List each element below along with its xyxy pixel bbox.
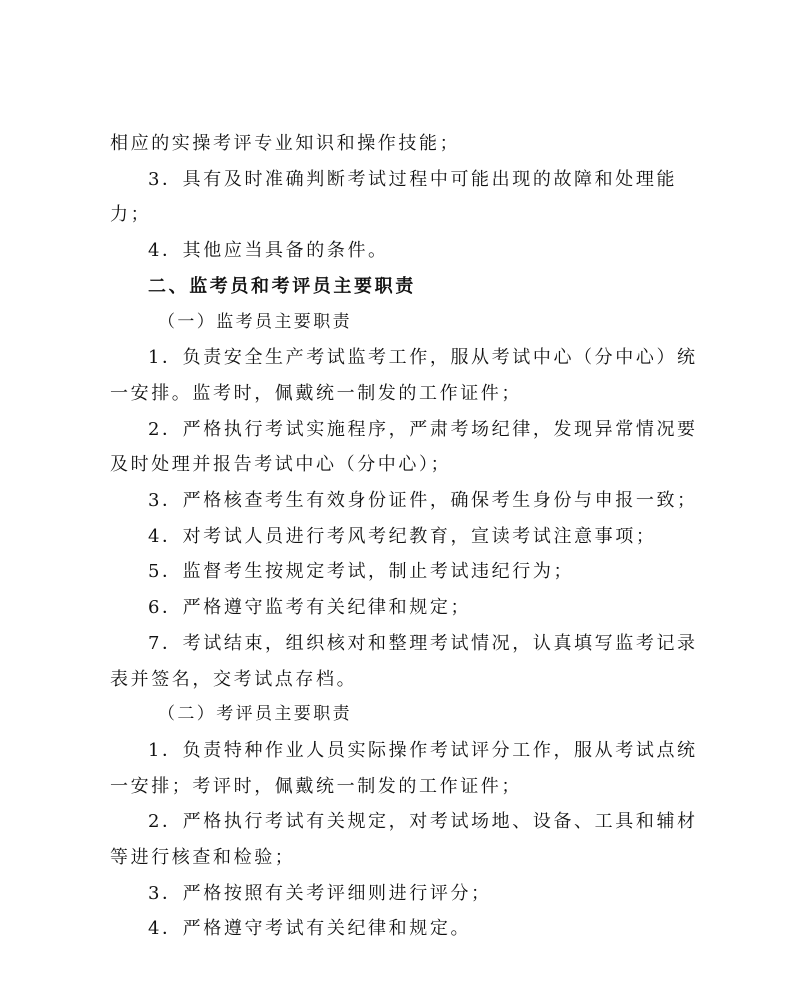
section-heading: 二、监考员和考评员主要职责: [148, 275, 416, 297]
examiner-duty-item: 1．负责特种作业人员实际操作考试评分工作，服从考试点统一安排；考评时，佩戴统一制发的工作证件；: [110, 739, 698, 797]
subsection-heading-proctor: （一）监考员主要职责: [158, 311, 352, 332]
proctor-duty-item: 2．严格执行考试实施程序，严肃考场纪律，发现异常情况要及时处理并报告考试中心（分中心）；: [110, 418, 698, 476]
proctor-duty-item: 3．严格核查考生有效身份证件，确保考生身份与申报一致；: [148, 490, 698, 512]
proctor-duty-item: 1．负责安全生产考试监考工作，服从考试中心（分中心）统一安排。监考时，佩戴统一制发的工作证件；: [110, 347, 698, 404]
paragraph-continuation: 相应的实操考评专业知识和操作技能；: [110, 133, 461, 154]
requirement-item-3: 3．具有及时准确判断考试过程中可能出现的故障和处理能力；: [110, 168, 678, 226]
requirement-item-4: 4．其他应当具备的条件。: [148, 240, 389, 262]
proctor-duty-item: 6．严格遵守监考有关纪律和规定；: [148, 597, 472, 619]
examiner-duty-item: 4．严格遵守考试有关纪律和规定。: [148, 918, 472, 940]
examiner-duty-item: 3．严格按照有关考评细则进行评分；: [148, 882, 492, 904]
subsection-heading-examiner: （二）考评员主要职责: [158, 704, 352, 725]
document-page: [110, 126, 710, 947]
examiner-duty-item: 2．严格执行考试有关规定，对考试场地、设备、工具和辅材等进行核查和检验；: [110, 811, 698, 869]
proctor-duty-item: 5．监督考生按规定考试，制止考试违纪行为；: [148, 561, 575, 583]
proctor-duty-item: 7．考试结束，组织核对和整理考试情况，认真填写监考记录表并签名，交考试点存档。: [110, 632, 698, 690]
proctor-duty-item: 4．对考试人员进行考风考纪教育，宣读考试注意事项；: [148, 525, 657, 547]
